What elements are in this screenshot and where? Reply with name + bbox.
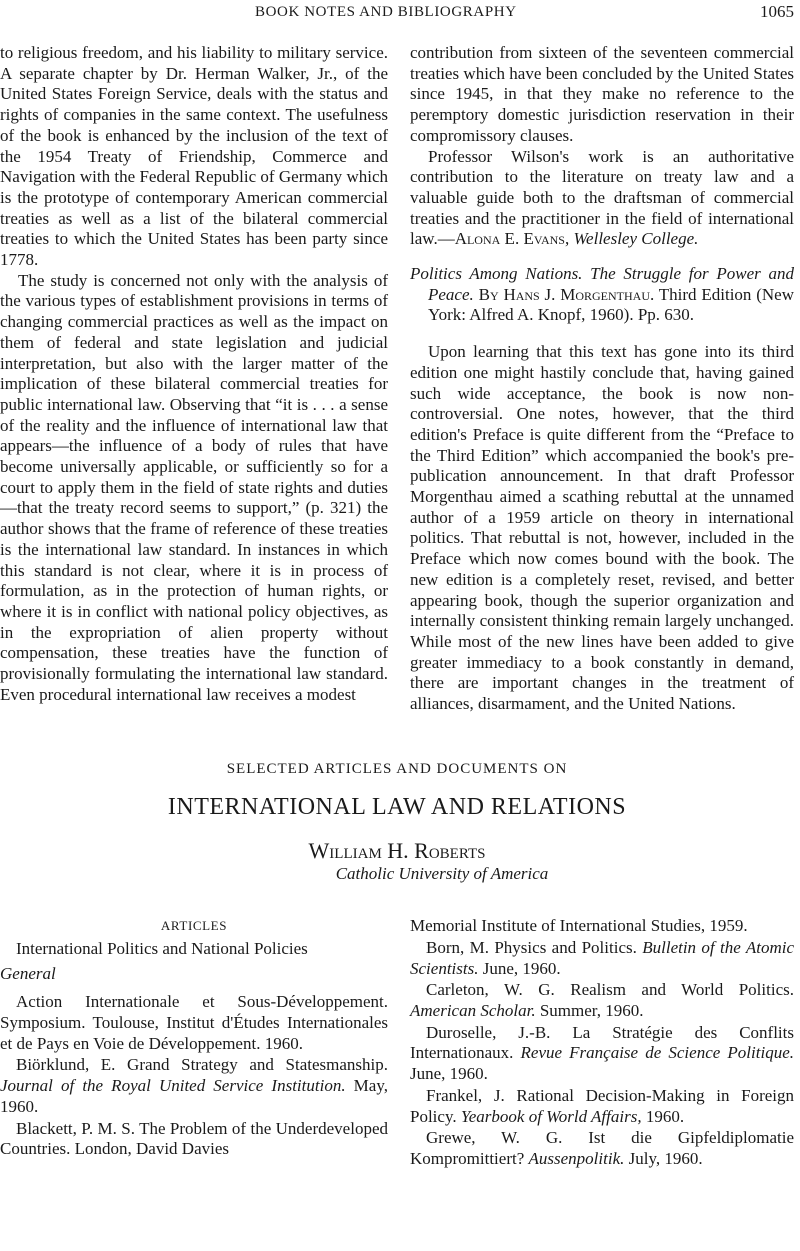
section-header: [0, 759, 794, 884]
running-header: [0, 0, 794, 24]
review-right-column: [410, 43, 794, 715]
section-heading: SELECTED ARTICLES AND DOCUMENTS ON: [226, 760, 568, 777]
publication-info: Third Edition (New York: Alfred A. Knopf, 1960). Pp. 630.: [428, 284, 794, 325]
entry-journal: American Scholar.: [410, 1001, 536, 1021]
reviewer-paragraph: Professor Wilson's work is an authoritative contribution to the literature on treaty law and a valuable guide both to the draftsman of commercial treaties and the practitioner in the field of international law.—Alona E. Evans, Wellesley College.: [410, 146, 794, 249]
bibliography-entry: [410, 1128, 794, 1169]
bibliography-columns: [0, 916, 794, 1170]
page-number: 1065: [760, 2, 794, 21]
bibliography-entry: [0, 1055, 388, 1117]
group-heading: General: [0, 963, 56, 983]
bibliography-right-column: [410, 916, 794, 1170]
bibliography-entry: [410, 980, 794, 1021]
bibliography-left-column: [0, 916, 388, 1161]
paragraph: contribution from sixteen of the seventeen commercial treaties which have been concluded by the United States since 1945, in that they make no reference to the peremptory domestic jurisdiction reservation in their compromissory clauses.: [410, 43, 794, 145]
entry-date: June, 1960.: [410, 1064, 488, 1084]
entry-journal: Journal of the Royal United Service Institution.: [0, 1076, 346, 1096]
entry-date: Summer, 1960.: [535, 1001, 644, 1021]
bibliography-entry: [0, 992, 388, 1054]
entry-text: Carleton, W. G. Realism and World Politics.: [426, 980, 794, 1000]
entry-journal: Revue Française de Science Politique.: [520, 1043, 794, 1063]
reviewer-affiliation: Wellesley College.: [573, 229, 699, 249]
entry-journal: Bulletin of the Atomic Scientists.: [410, 937, 795, 978]
entry-date: June, 1960.: [478, 958, 561, 978]
bibliography-entry: [410, 1086, 794, 1127]
paragraph-text: Professor Wilson's work is an authoritative contribution to the literature on treaty law and a valuable guide both to the draftsman of commercial treaties and the practitioner in the field of international law.—: [410, 146, 794, 249]
entry-journal: Aussenpolitik.: [528, 1148, 625, 1168]
entry-date: 1960.: [641, 1106, 685, 1126]
entry-journal: Yearbook of World Affairs,: [460, 1106, 642, 1126]
book-author: Hans J. Morgenthau.: [503, 284, 655, 304]
entry-continuation: Memorial Institute of International Studies, 1959.: [410, 916, 748, 936]
bibliography-entry: [0, 1119, 388, 1160]
review-left-column: [0, 43, 388, 706]
entry-text: Born, M. Physics and Politics.: [426, 937, 643, 957]
compiler-affiliation: Catholic University of America: [335, 863, 549, 883]
category-heading: ARTICLES: [160, 918, 228, 934]
entry-text: Action Internationale et Sous-Développement. Symposium. Toulouse, Institut d'Études Internationales et de Pays en Voie de Développement. 1960.: [0, 992, 388, 1053]
book-title: Politics Among Nations. The Struggle for Power and Peace.: [410, 264, 794, 304]
entry-text: Duroselle, J.-B. La Stratégie des Conflits Internationaux.: [410, 1022, 794, 1063]
reviewer-name: Alona E. Evans: [454, 229, 565, 249]
entry-text: Biörklund, E. Grand Strategy and Statesmanship.: [16, 1055, 388, 1075]
entry-text: Frankel, J. Rational Decision-Making in Foreign Policy.: [410, 1085, 794, 1126]
compiler-name: William H. Roberts: [308, 837, 486, 863]
entry-text: Blackett, P. M. S. The Problem of the Underdeveloped Countries. London, David Davies: [0, 1118, 388, 1159]
subcategory-heading: International Politics and National Policies: [16, 938, 308, 958]
paragraph: The study is concerned not only with the analysis of the various types of establishment provisions in terms of changing commercial practices as well as the impact on them of federal and state legislation and judicial interpretation, but also with the larger matter of the implication of these bilateral commercial treaties for public international law. Observing that “it is . . . a sense of the reality and the influence of international law that appears—the influence of a body of rules that have become universally applicable, or sufficiently so for a court to apply them in the field of state rights and duties—that the treaty record seems to support,” (p. 321) the author shows that the frame of reference of these treaties is the international law standard. In instances in which this standard is not clear, where it is in process of formulation, as in the protection of human rights, or where it is in conflict with national policy objectives, as in the expropriation of alien property without compensation, these treaties have the function of provisionally formulating the international law standard. Even procedural international law receives a modest: [0, 270, 388, 704]
review-columns: [0, 43, 794, 715]
paragraph: to religious freedom, and his liability to military service. A separate chapter by Dr. Herman Walker, Jr., of the United States Foreign Service, deals with the status and rights of companies in the same context. The usefulness of the book is enhanced by the inclusion of the text of the 1954 Treaty of Friendship, Commerce and Navigation with the Federal Republic of Germany which is the prototype of contemporary American commercial treaties as well as a list of the bilateral commercial treaties to which the United States has been party since 1778.: [0, 43, 388, 270]
running-title: BOOK NOTES AND BIBLIOGRAPHY: [255, 4, 517, 20]
entry-date: May, 1960.: [0, 1076, 388, 1116]
paragraph: Upon learning that this text has gone into its third edition one might hastily conclude that, having gained such wide acceptance, the book is now non-controversial. One notes, however, that the third edition's Preface is quite different from the “Preface to the Third Edition” which accompanied the book's pre-publication announcement. In that draft Professor Morgenthau aimed a scathing rebuttal at the unnamed author of a 1959 article on theory in international politics. That rebuttal is not, however, included in the Preface which now comes bound with the book. The new edition is a completely reset, revised, and better appearing book, though the superior organization and internally consistent thinking remain largely unchanged. While most of the new lines have been added to give greater immediacy to a book constantly in demand, there are important changes in the treatment of alliances, disarmament, and the United Nations.: [410, 342, 794, 714]
bibliography-entry: [410, 938, 794, 979]
entry-date: July, 1960.: [624, 1148, 703, 1168]
bibliography-entry: [410, 1023, 794, 1085]
by-label: By: [478, 284, 499, 304]
book-citation: [410, 264, 794, 326]
section-title: INTERNATIONAL LAW AND RELATIONS: [167, 793, 627, 820]
entry-text: Grewe, W. G. Ist die Gipfeldiplomatie Kompromittiert?: [410, 1128, 794, 1168]
